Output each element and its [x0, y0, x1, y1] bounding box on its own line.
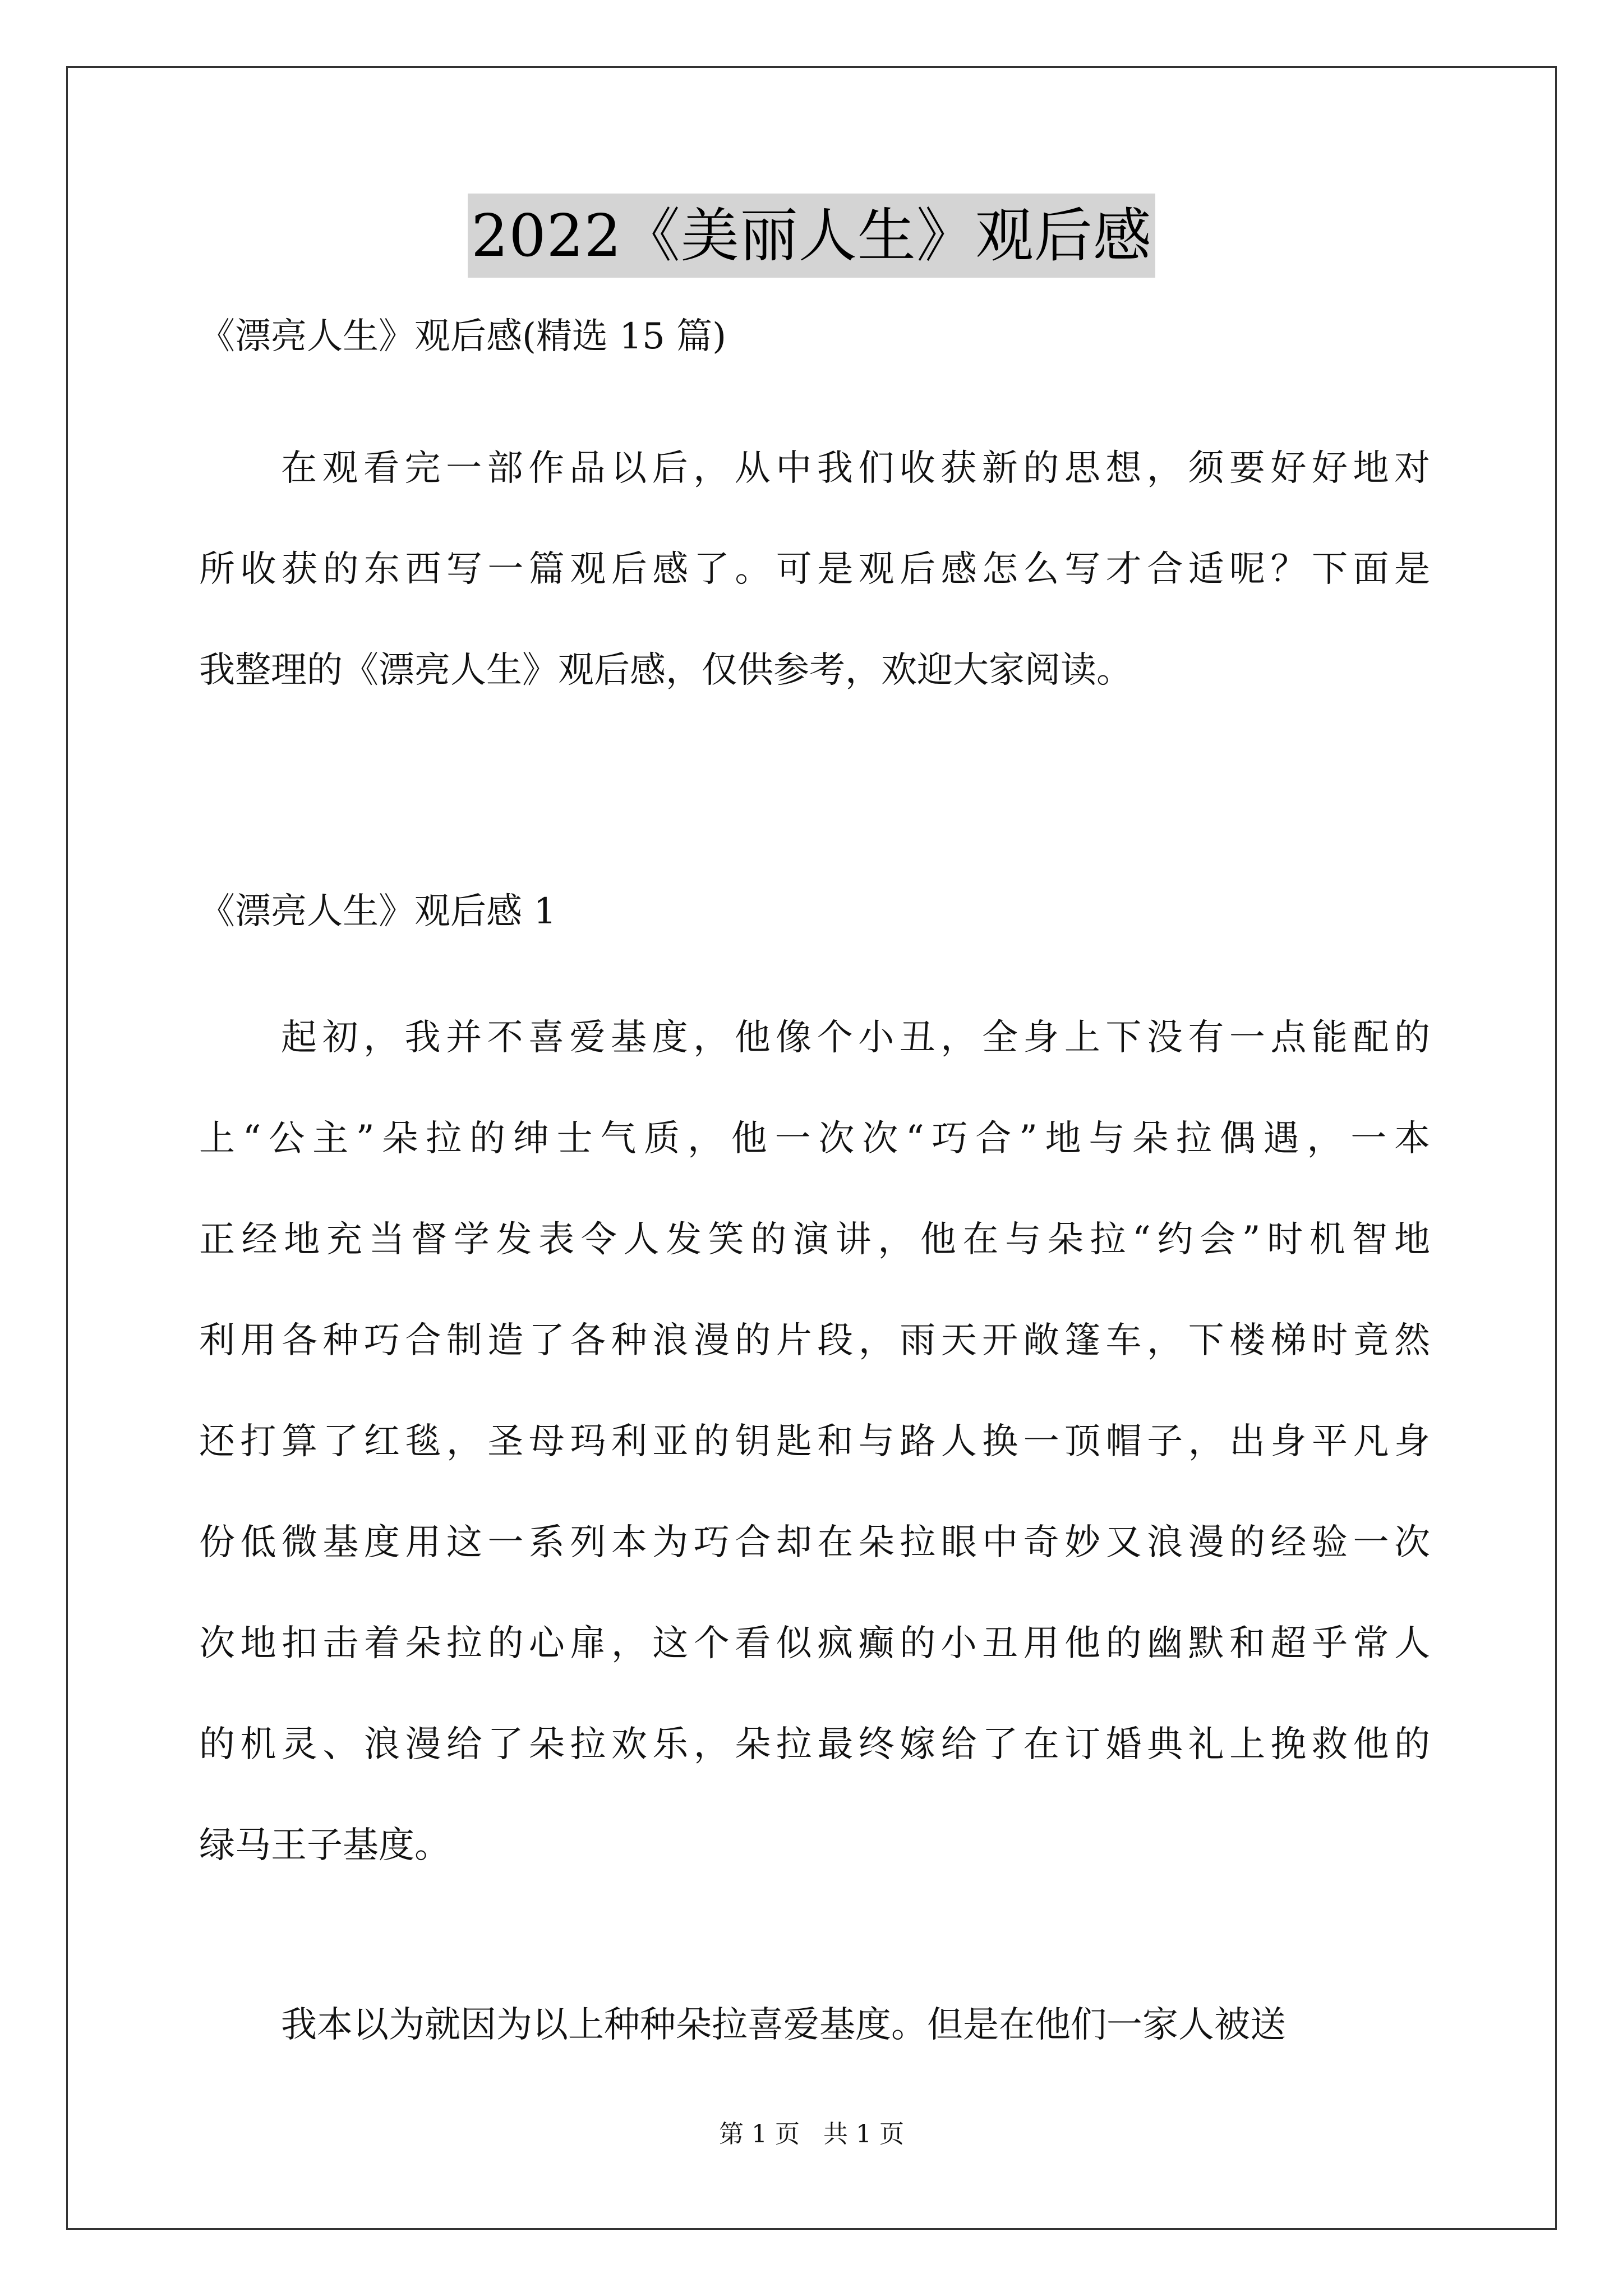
intro-paragraph: [199, 418, 1430, 721]
paragraph-1-line-8: 的机灵、浪漫给了朵拉欢乐，朵拉最终嫁给了在订婚典礼上挽救他的: [199, 1724, 1430, 1765]
intro-line-2: 所收获的东西写一篇观后感了。可是观后感怎么写才合适呢？下面是: [199, 549, 1430, 590]
page-total: 共 1 页: [823, 2120, 904, 2148]
page-footer: [0, 2118, 1623, 2151]
page-number: 第 1 页: [719, 2120, 800, 2148]
paragraph-1-line-5: 还打算了红毯，圣母玛利亚的钥匙和与路人换一顶帽子，出身平凡身: [199, 1421, 1430, 1462]
paragraph-1-line-2: 上“公主”朵拉的绅士气质，他一次次“巧合”地与朵拉偶遇，一本: [199, 1118, 1430, 1159]
document-subtitle: 《漂亮人生》观后感(精选 15 篇): [199, 316, 727, 357]
paragraph-1-line-4: 利用各种巧合制造了各种浪漫的片段，雨天开敞篷车，下楼梯时竟然: [199, 1320, 1430, 1361]
paragraph-1-line-1: 起初，我并不喜爱基度，他像个小丑，全身上下没有一点能配的: [281, 1017, 1430, 1059]
paragraph-1-line-6: 份低微基度用这一系列本为巧合却在朵拉眼中奇妙又浪漫的经验一次: [199, 1522, 1430, 1563]
paragraph-2: [199, 1975, 1430, 2076]
intro-line-3: 我整理的《漂亮人生》观后感，仅供参考，欢迎大家阅读。: [199, 650, 1132, 691]
paragraph-1: [199, 987, 1430, 1896]
paragraph-1-line-3: 正经地充当督学发表令人发笑的演讲，他在与朵拉“约会”时机智地: [199, 1219, 1430, 1260]
section-heading: 《漂亮人生》观后感 1: [199, 891, 557, 932]
paragraph-1-line-7: 次地扣击着朵拉的心扉，这个看似疯癫的小丑用他的幽默和超乎常人: [199, 1623, 1430, 1664]
title-container: [0, 194, 1623, 278]
paragraph-1-line-9: 绿马王子基度。: [199, 1825, 450, 1866]
paragraph-2-line-1: 我本以为就因为以上种种朵拉喜爱基度。但是在他们一家人被送: [281, 2004, 1286, 2046]
intro-line-1: 在观看完一部作品以后，从中我们收获新的思想，须要好好地对: [281, 448, 1430, 489]
document-title: 2022《美丽人生》观后感: [468, 194, 1155, 278]
